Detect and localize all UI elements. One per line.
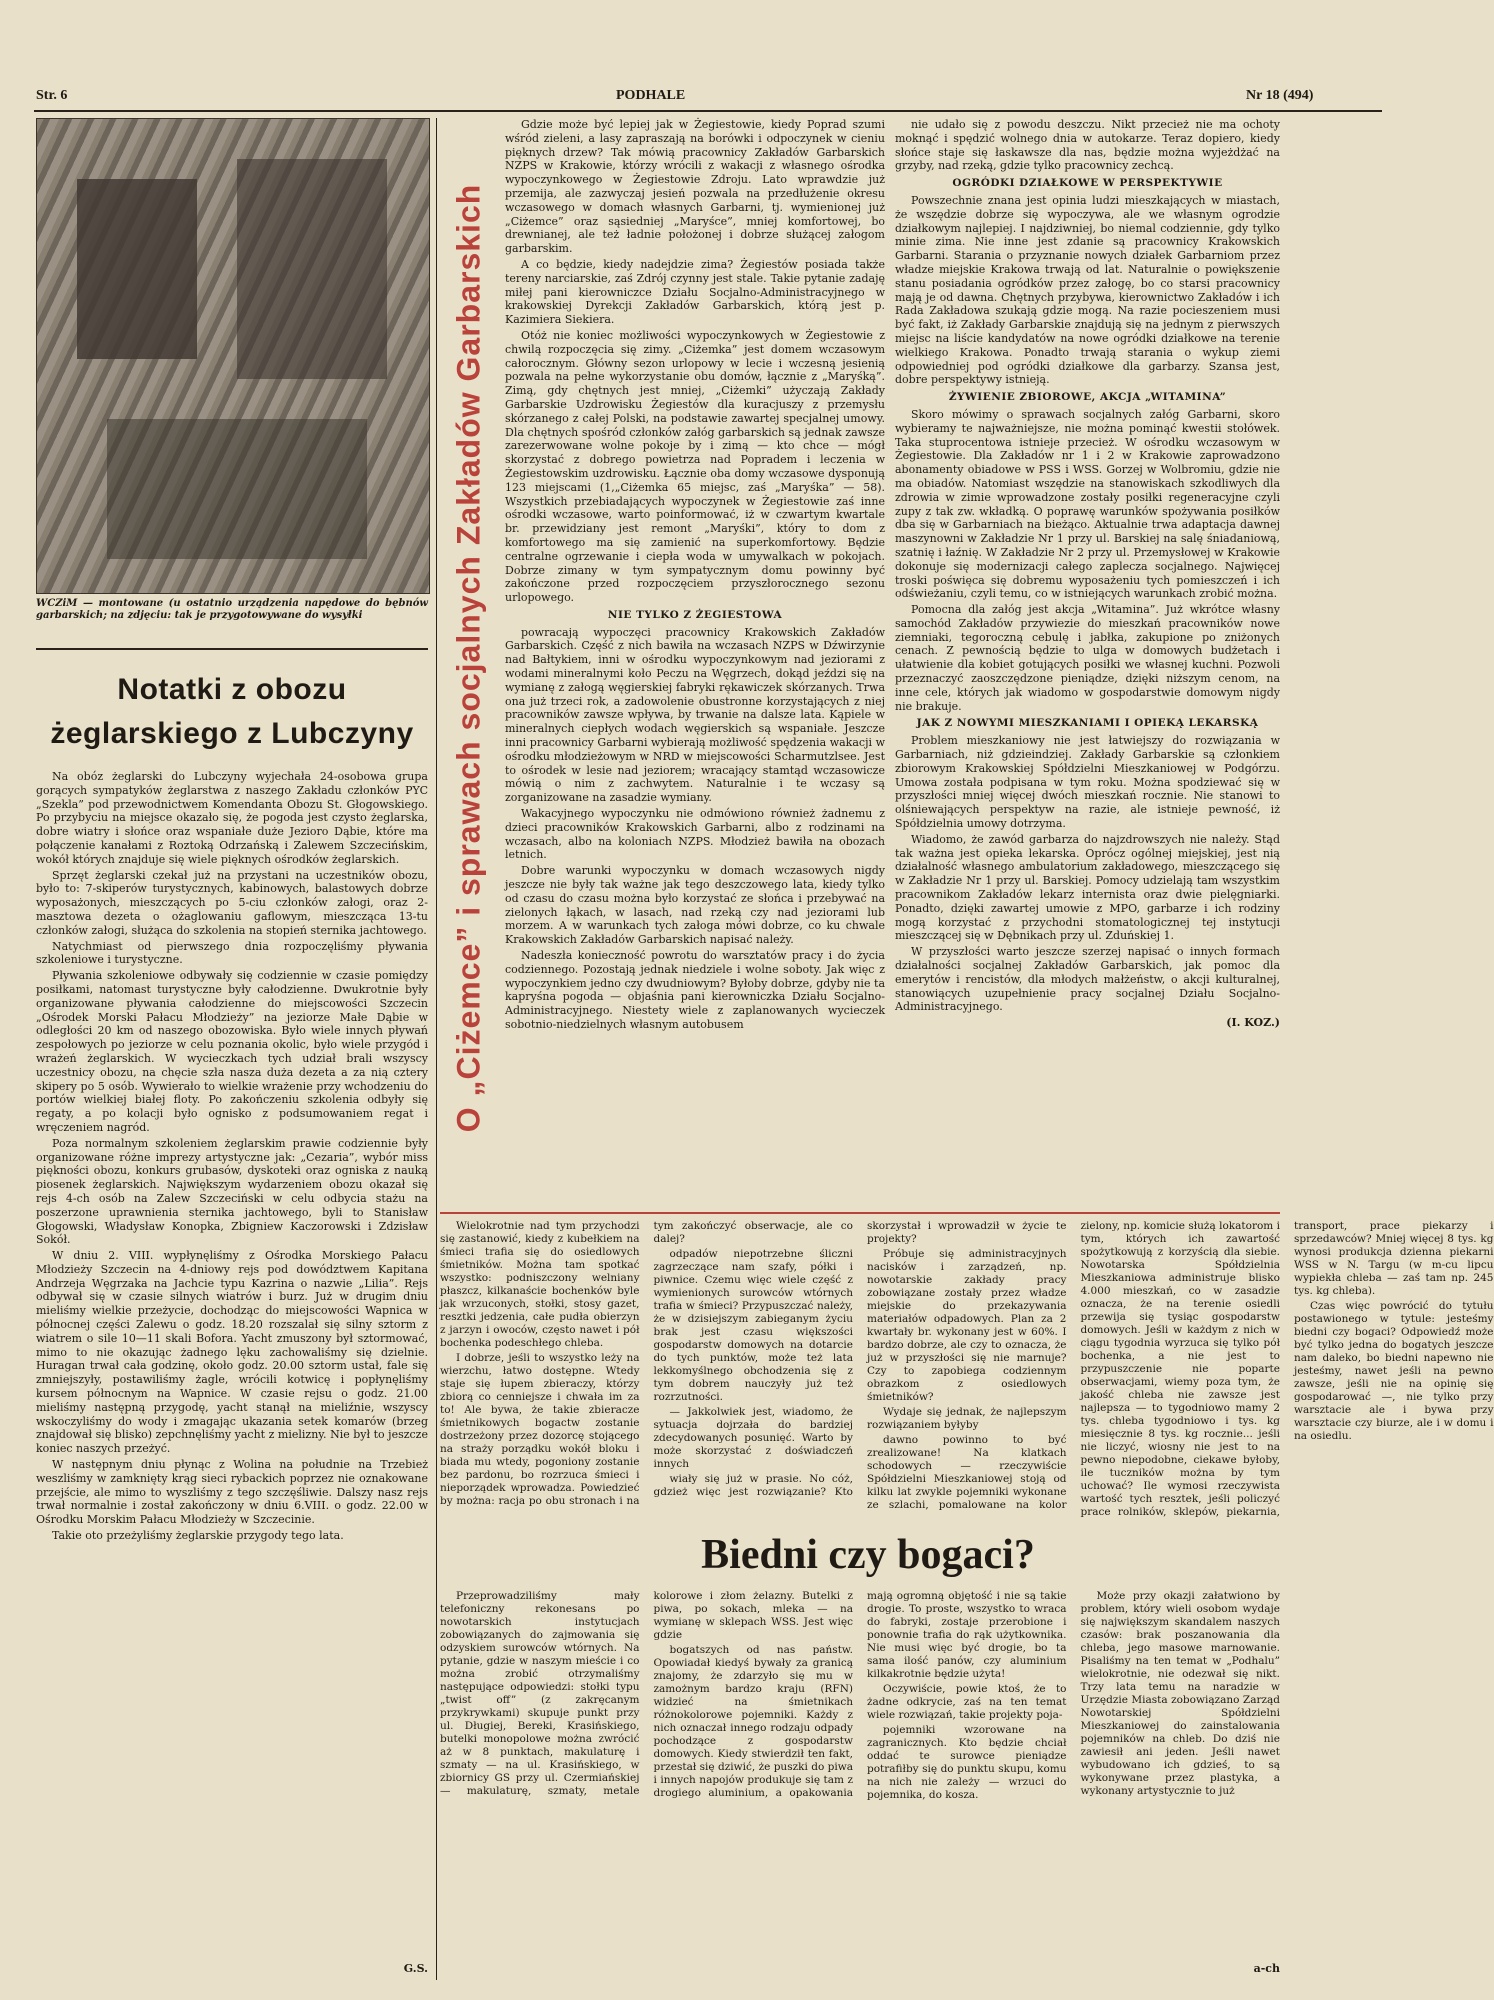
paragraph: Problem mieszkaniowy nie jest łatwiejszy do rozwiązania w Garbarniach, niż gdzieindziej. Zakłady Garbarskie są członkiem zbiorowym Krakowskiej Spółdzielni Mieszkaniowej w Podgórzu. Umowa została podpisana w tym roku. Można spodziewać się w przyszłości mniej więcej dwóch mieszkań rocznie. Nie stanowi to olśniewających perspektyw na razie, ale istnieje pewność, iż Spółdzielnia umowy dotrzyma. [895,734,1280,831]
paragraph: Wydaje się jednak, że najlepszym rozwiązaniem byłyby [867,1406,1067,1431]
paragraph: Przeprowadziliśmy mały telefoniczny rekonesans po nowotarskich instytucjach zobowiązanych do zajmowania się odzyskiem surowców wtórnych. Na pytanie, gdzie w naszym mieście i co można zrobić otrzymaliśmy następujące odpowiedzi: stołki typu „twist off” (z zakręcanym przykrywkami) skupuje punkt przy ul. Długiej, Bereki, Krasińskiego, butelki monopolowe można zwrócić aż w 8 punktach, makulaturę i szmaty — na ul. Krasińskiego, w zbiornicy GS przy ul. Czermiańskiej — makulaturę, szmaty, metale kolorowe i złom żelazny. Butelki z piwa, po sokach, mleka — na wymianę w sklepach WSS. Jest więc gdzie [440,1590,853,1797]
page-header [36,88,1376,108]
notatki-body [36,770,428,1545]
paragraph: Skoro mówimy o sprawach socjalnych załóg Garbarni, skoro wybieramy te najważniejsze, nie można pominąć kwestii stołówek. Taka stuprocentowa istnieje przecież. W ośrodku wczasowym w Żegiestowie. Dla Zakładów nr 1 i 2 w Krakowie zaprowadzono abonamenty obiadowe w PSS i WSS. Gorzej w Wolbromiu, gdzie nie ma obiadów. Natomiast wszędzie na stanowiskach szkodliwych dla zdrowia w zimie wprowadzone zostały posiłki regeneracyjne czyli zupy z tak zw. wkładką. O poprawę warunków spożywania posiłków dba się w Garbarniach na bieżąco. Aktualnie trwa adaptacja dawnej maszynowni w Zakładzie Nr 1 przy ul. Barskiej na salę śniadaniową, szatnię i łaźnię. W Zakładzie Nr 2 przy ul. Przemysłowej w Krakowie dokonuje się modernizacji całego zaplecza socjalnego. Najwięcej troski poświęca się dobremu wyposażeniu tych pomieszczeń i ich odświeżaniu, czyli temu, co w istniejących warunkach zrobić można. [895,407,1280,601]
paragraph: Wakacyjnego wypoczynku nie odmówiono również żadnemu z dzieci pracowników Krakowskich Garbarni, albo z rodzinami na wczasach, albo na koloniach NZPS. Młodzież bawiła na obozach letnich. [505,807,885,862]
biedni-bottom-columns [440,1590,1280,1960]
vertical-headline [442,118,496,1198]
paragraph: Oczywiście, powie ktoś, że to żadne odkrycie, zaś na ten temat wiele rozwiązań, takie projekty poja- [867,1683,1067,1721]
notatki-byline: G.S. [403,1962,428,1975]
paragraph: odpadów niepotrzebne śliczni zagrzeczące nam szafy, półki i piwnice. Czemu więc wiele część z wymienionych surowców wtórnych trafia w śmieci? Przypuszczać należy, że w dzisiejszym zabieganym życiu brak jest czasu większości gospodarstw domowych na dotarcie do tych punktów, może też lata lekkomyślnego obchodzenia się z tym dobrem nauczyły już też rozrzutności. [653,1248,853,1403]
paragraph: W następnym dniu płynąc z Wolina na południe na Trzebież weszliśmy w zamknięty krąg sieci rybackich poprzez nie oznakowane przejście, ale mimo to wyszliśmy z tego szczęśliwie. Dalszy nasz rejs trwał normalnie i został zakończony w dniu 6.VIII. o godz. 22.00 w Ośrodku Morskim Pałacu Młodzieży w Szczecinie. [36,1458,428,1527]
paragraph: pojemniki wzorowane na zagranicznych. Kto będzie chciał oddać te surowce pieniądze potrafiłby się do punktu skupu, komu na nich nie zależy — wrzuci do pojemnika, do kosza. [867,1724,1067,1801]
paper-name: PODHALE [616,88,686,103]
subheading: ŻYWIENIE ZBIOROWE, AKCJA „WITAMINA” [948,391,1227,404]
paragraph: Pływania szkoleniowe odbywały się codziennie w czasie pomiędzy posiłkami, natomast turystyczne były całodzienne. Dwukrotnie były organizowane pływania całodzienne do miejscowości Szczecin „Ośrodek Morski Pałacu Młodzieży” na jeziorze Małe Dąbie w odległości 20 km od naszego obozowiska. Było wiele innych pływań zespołowych po jeziorze w celu poznania okolic, było wiele przygód i wrażeń żeglarskich. W wycieczkach tych udział brali wszyscy uczestnicy obozu, na chęcie szła nasza duża dezeta a za nią cztery skipery po 5 osób. Wywierało to wielkie wrażenie przy wchodzeniu do portów wielkiej białej floty. Po zakończeniu szkolenia odbyły się regaty, a po kolacji było ognisko z podsumowaniem regat i wręczeniem nagród. [36,969,428,1134]
paragraph: Gdzie może być lepiej jak w Żegiestowie, kiedy Poprad szumi wśród zieleni, a lasy zapraszają na borówki i odpoczynek w cieniu pięknych drzew? Tak mówią pracownicy Zakładów Garbarskich NZPS w Krakowie, którzy wrócili z wakacji z własnego ośrodka wypoczynkowego w Żegiestowie Zdroju. Lato wprawdzie już przemija, ale zazwyczaj jesień pozwala na przedłużenie okresu wczasowego w domach własnych Garbarni, tj. wymienionej już „Ciżemce” oraz sąsiedniej „Maryśce”, mniej komfortowej, bo drewnianej, ale też ładnie położonej i dobrze służącej załogom garbarskim. [505,118,885,256]
factory-photo [36,118,430,594]
paragraph: Na obóz żeglarski do Lubczyny wyjechała 24-osobowa grupa gorących sympatyków żeglarstwa z naszego Zakładu członków PYC „Szekla” pod przewodnictwem Komendanta Obozu St. Głogowskiego. Po przybyciu na miejsce okazało się, że pogoda jest czysto żeglarska, dobre wiatry i słońce oraz wspaniałe duże Jezioro Dąbie, które ma połączenie kanałami z Roztoką Odrzańską i Zalewem Szczecińskim, wokół których znajduje się wiele pięknych ośrodków żeglarskich. [36,770,428,866]
paragraph: Wielokrotnie nad tym przychodzi się zastanowić, kiedy z kubełkiem na śmieci trafia się do osiedlowych śmietników. Można tam spotkać wszystko: podniszczony welniany płaszcz, kilkanaście bochenków byle jak wrzuconych, stołki, stosy gazet, resztki jedzenia, całe pudła obierzyn z jarzyn i owoców, często nawet i pół bochenka podeschłego chleba. [440,1220,640,1349]
paragraph: Sprzęt żeglarski czekał już na przystani na uczestników obozu, było to: 7-skiperów turystycznych, kabinowych, balastowych dobrze wyposażonych, mieszczących po 5-ciu członków załogi, oraz 2-masztowa dezeta o ożaglowaniu gaflowym, mieszcząca 13-tu członków załogi, służąca do szkolenia na stopień sternika jachtowego. [36,868,428,937]
paragraph: Nadeszła konieczność powrotu do warsztatów pracy i do życia codziennego. Pozostają jednak niedziele i wolne soboty. Jak więc z wypoczynkiem jedno czy dwudniowym? Byłoby dobrze, gdyby nie ta kapryśna pogoda — objaśnia pani kierowniczka Działu Socjalno-Administracyjnego. Niestety wiele z zaplanowanych wycieczek sobotnio-niedzielnych własnym autobusem [505,949,885,1031]
cizemka-column-mid [505,118,885,1034]
biedni-title: Biedni czy bogaci? [701,1532,1035,1578]
paragraph: Wiadomo, że zawód garbarza do najzdrowszych nie należy. Stąd tak ważna jest opieka lekarska. Oprócz ogólnej miejskiej, jest nią działalność własnego ambulatorium zakładowego, mieszczącego się w Zakładzie Nr 1 przy ul. Barskiej. Pomocy udzielają tam wszystkim pracownikom Zakładów lekarz internista oraz dwie pielęgniarki. Ponadto, dzięki zawartej umowie z MPO, garbarze i ich rodziny mogą korzystać z przychodni stomatologicznej tej instytucji mieszczącej się w Dębnikach przy ul. Zduńskiej 1. [895,832,1280,943]
paragraph: Pomocna dla załóg jest akcja „Witamina”. Już wkrótce własny samochód Zakładów przywiezie do mieszkań pracowników nowe ziemniaki, tegoroczną cebulę i jabłka, zakupione po zniżonych cenach. Z pewnością będzie to ulga w domowych budżetach i ułatwienie dla kobiet gotujących posiłki we własnej kuchni. Pozwoli przeznaczyć zaoszczędzone pieniądze, dzięki niższym cenom, na inne cele, których jak wiadomo w gospodarstwie domowym nigdy nie brakuje. [895,603,1280,713]
column-rule [436,118,437,1980]
vertical-headline-text: O „Ciżemce” i sprawach socjalnych Zakładów Garbarskich [450,183,487,1133]
paragraph: — Jakkolwiek jest, wiadomo, że sytuacja dojrzała do bardziej zdecydowanych posunięć. Warto by może skorzystać z doświadczeń innych [653,1406,853,1470]
biedni-top-columns [440,1220,1494,1520]
caption-rule [36,648,428,650]
paragraph: wiały się już w prasie. No cóż, gdzież więc jest rozwiązanie? Kto skorzystał i wprowadził w życie te projekty? [653,1220,1067,1498]
paragraph: Próbuje się administracyjnych nacisków i zarządzeń, np. nowotarskie zakłady pracy zobowiązane zostały przez władze miejskie do przekazywania materiałów odpadowych. Plan za 2 kwartały br. wykonany jest w 60%. I bardzo dobrze, ale czy to oznacza, że już w przyszłości się nie marnuje? Czy to zapobiega codziennym obrazkom z osiedlowych śmietników? [867,1248,1067,1403]
header-rule [34,110,1382,112]
paragraph: I dobrze, jeśli to wszystko leży na wierzchu, łatwo dostępne. Wtedy staje się łupem zbieraczy, którzy zbiorą co cenniejsze i chwała im za to! Ale bywa, że takie zbieracze śmietnikowych bogactw zostanie dostrzeżony przez dozorcę stojącego na straży porządku wokół bloku i biada mu wtedy, pogoniony zostanie bez pardonu, bo rozrzuca śmieci i nieporządek wprowadza. Powiedzieć by można: racja po obu stronach i na tym zakończyć obserwacje, ale co dalej? [440,1220,853,1507]
cizemka-byline: (I. KOZ.) [1226,1016,1280,1030]
section-rule [440,1212,1280,1214]
paragraph: Natychmiast od pierwszego dnia rozpoczęliśmy pływania szkoleniowe i turystyczne. [36,939,428,967]
cizemka-column-right [895,118,1280,1032]
paragraph: Dobre warunki wypoczynku w domach wczasowych nigdy jeszcze nie były tak ważne jak tego deszczowego lata, kiedy tylko od czasu do czasu można było korzystać ze słońca i przebywać na zielonych łąkach, w lasach, nad rzeką czy nad jeziorami lub morzem. A w warunkach tych załoga mówi dobrze, co ku chwale Krakowskich Zakładów Garbarskich napisać należy. [505,864,885,947]
page-number: Str. 6 [36,88,68,103]
paragraph: Takie oto przeżyliśmy żeglarskie przygody tego lata. [52,1529,344,1543]
subheading: OGRÓDKI DZIAŁKOWE W PERSPEKTYWIE [952,177,1223,190]
paragraph: W przyszłości warto jeszcze szerzej napisać o innych formach działalności socjalnej Zakładów Garbarskich, jak pomoc dla emerytów i rencistów, dla młodych małżeństw, o akcji kulturalnej, stanowiących uzupełnienie pracy socjalnej Działu Socjalno-Administracyjnego. [895,945,1280,1014]
issue-number: Nr 18 (494) [1246,88,1314,103]
paragraph: Otóż nie koniec możliwości wypoczynkowych w Żegiestowie z chwilą rozpoczęcia się zimy. „Ciżemka” jest domem wczasowym całorocznym. Główny sezon urlopowy w lecie i wczesną jesienią pozwala na pełne wykorzystanie obu domów, łącznie z „Maryśką”. Zimą, gdy chętnych jest mniej, „Ciżemki” użyczają Zakłady Garbarskie Uzdrowisku Żegiestów dla kuracjuszy z przemysłu skórzanego z całej Polski, na podstawie zawartej specjalnej umowy. Dla chętnych spośród członków załóg garbarskich są jednak zawsze zarezerwowane wolne pokoje by i zimą — kto chce — mógł skorzystać z dobrego powietrza nad Popradem i leczenia w Żegiestowskim uzdrowisku. Łącznie oba domy wczasowe dysponują 123 miejscami (1,„Ciżemka 65 miejsc, zaś „Maryśka” — 58). Wszystkich przebiadających wypoczynek w Żegiestowie zaś inne ośrodki wczasowe, warto poinformować, iż w czwartym kwartale br. przewidziany jest remont „Maryśki”, który to dom z komfortowego ma się zamienić na superkomfortowy. Będzie centralne ogrzewanie i ciepła woda w umywalkach w pokojach. Dobrze zimany w tym sympatycznym domu powinny być zakończone przed rozpoczęciem przyszłorocznego sezonu urlopowego. [505,328,885,605]
subheading: NIE TYLKO Z ŻEGIESTOWA [607,608,783,621]
paragraph: Poza normalnym szkoleniem żeglarskim prawie codziennie były organizowane różne imprezy artystyczne jak: „Cezaria”, wybór miss piękności obozu, konkurs grubasów, dyskoteki oraz ogniska z nauką piosenek żeglarskich. Największym wydarzeniem obozu okazał się rejs 4-ch osób na Zalew Szczeciński w celu odbycia stażu na poszerzone uprawnienia sternika jachtowego, byli to Stanisław Głogowski, Władysław Konopka, Zbigniew Kaczorowski i Zdzisław Sokół. [36,1136,428,1247]
subheading: JAK Z NOWYMI MIESZKANIAMI I OPIEKĄ LEKARSKĄ [916,717,1259,730]
paragraph: Powszechnie znana jest opinia ludzi mieszkających w miastach, że wszędzie dobrze się wypoczywa, ale we własnym ogrodzie działkowym najlepiej. I najdziwniej, bo niemal codziennie, gdy tylko minie zima. Nie inne jest zdanie są pracownicy Krakowskich Garbarni. Starania o przyznanie nowych działek Garbarniom przez władze miejskie Krakowa trwają od lat. Naturalnie o powiększenie stanu posiadania ogródków przez załogę, bo co starsi pracownicy mają je od dawna. Chętnych przybywa, kierownictwo Zakładów i ich Rada Zakładowa szukają gdzie mogą. Na razie pocieszeniem musi być fakt, iż Zakłady Garbarskie znajdują się na jednym z pierwszych miejsc na liście kandydatów na nowe ogródki działkowe na terenie wielkiego Krakowa. Ponadto trwają starania o wykup ziemi odpowiedniej pod ogródki działkowe dla garbarzy. Szansa jest, dobre perspektywy istnieją. [895,193,1280,387]
paragraph: W dniu 2. VIII. wypłynęliśmy z Ośrodka Morskiego Pałacu Młodzieży Szczecin na 4-dniowy rejs pod dowództwem Kapitana Andrzeja Węgrzaka na Jachcie typu Kazrina o nazwie „Lilia”. Rejs odbywał się w czasie silnych wiatrów i burz. Już w drugim dniu mieliśmy wielkie przeżycie, dochodząc do miejscowości Wapnica w północnej części Zalewu o godz. 18.20 rozszalał się silny sztorm z wiatrem o sile 10—11 skali Bofora. Yacht zmuszony był sztormować, mimo to nie okazując żadnego lęku zachowaliśmy się dzielnie. Huragan trwał cała godzinę, około godz. 20.00 sztorm ustał, fale się zmniejszyły, postawiliśmy żagle, wrócili kotwicę i popłynęliśmy kursem północnym na Wapnice. W czasie rejsu o godz. 21.00 mieliśmy następną przygodę, yacht stanął na mieliźnie, wszyscy wskoczyliśmy do wody i zmagając ukazania setek komarów (brzeg znajdował się blisko) zepchnęliśmy yacht z mielizny. Nie był to jeszcze koniec naszych przeżyć. [36,1249,428,1456]
paragraph: nie udało się z powodu deszczu. Nikt przecież nie ma ochoty moknąć i spędzić wolnego dnia w autokarze. Teraz dopiero, kiedy słońce staje się łaskawsze dla nas, będzie można wyjeżdżać na grzyby, nad rzeką, gdzie tylko pracownicy zechcą. [895,118,1280,173]
paragraph: dawno powinno to być zrealizowane! Na klatkach schodowych — rzeczywiście Spółdzielni Mieszkaniowej stoją od kilku lat zwykle pojemniki wykonane ze szlachi, pomalowane na kolor zielony, np. komicie służą lokatorom i tym, których ich zawartość spożytkowują z korzyścią dla siebie. Nowotarska Spółdzielnia Mieszkaniowa administruje blisko 4.000 mieszkań, co w zasadzie oznacza, że na terenie osiedli przewija się tysiąc gospodarstw domowych. Jeśli w każdym z nich w ciągu tygodnia wyrzuca się tylko pół bochenka, a nie jest to przypuszczenie nie poparte obserwacjami, wiemy poza tym, że jakość chleba nie zawsze jest najlepsza — to tygodniowo mamy 2 tys. chleba tygodniowo i tys. kg miesięcznie 8 tys. kg rocznie... jeśli nie liczyć, wiosny nie jest to na pewno niepodobne, ciekawe byłoby, ile tuczników można by tym uchować? Ile wymosi rzeczywista wartość tych resztek, jeśli policzyć prace rolników, sklepów, piekarnia, transport, prace piekarzy i sprzedawców? Mniej więcej 8 tys. kg wynosi produkcja dzienna piekarni WSS w N. Targu (w m-cu lipcu wypiekła chleba — zaś tam np. 245 tys. kg chleba). [867,1220,1494,1518]
notatki-title: Notatki z obozu żeglarskiego z Lubczyny [50,673,414,750]
photo-caption: WCZiM — montowane (u ostatnio urządzenia napędowe do bębnów garbarskich; na zdjęciu: tak je przygotowywane do wysyłki [36,598,428,621]
paragraph: A co będzie, kiedy nadejdzie zima? Żegiestów posiada także tereny narciarskie, zaś Zdrój czynny jest stale. Takie pytanie zadaję miłej pani kierowniczce Działu Socjalno-Administracyjnego w krakowskiej Dyrekcji Zakładów Garbarskich, którą jest p. Kazimiera Siekiera. [505,257,885,327]
paragraph: powracają wypoczęci pracownicy Krakowskich Zakładów Garbarskich. Część z nich bawiła na wczasach NZPS w Dźwirzynie nad Bałtykiem, inni w ośrodku wypoczynkowym nad jeziorami z wodami mineralnymi koło Peczu na Węgrzech, dokąd jeździ się na wymianę z załogą węgierskiej fabryki rękawiczek skórzanych. Trwa ona już trzeci rok, a zadowolenie obustronne korzystających z niej pracowników zawsze wpływa, by trwanie na dalsze lata. Kąpiele w mineralnych ciepłych wodach węgierskich są wspaniałe. Jeszcze inni pracownicy Garbarni wybierają możliwość spędzenia wakacji w ośrodku młodzieżowym w NRD w miejscowości Scharmutzlsee. Jest to ośrodek w lesie nad jeziorem; wracający stamtąd wczasowicze mówią o nim z zachwytem. Naturalnie i te wczasy są zorganizowane na zasadzie wymiany. [505,625,885,805]
biedni-byline: a-ch [1253,1962,1280,1975]
paragraph: Może przy okazji załatwiono by problem, który wieli osobom wydaje się największym skandalem naszych czasów: brak poszanowania dla chleba, jego masowe marnowanie. Pisaliśmy na ten temat w „Podhalu” wielokrotnie, nie odezwał się nikt. Trzy lata temu na naradzie w Urzędzie Miasta zobowiązano Zarząd Nowotarskiej Spółdzielni Mieszkaniowej do zainstalowania pojemników na chleb. Do dziś nie zawiesił ani jeden. Jeśli nawet wybudowano ich gdzieś, to są wykonywane przez plastyka, a wykonany artystycznie to już [1080,1590,1280,1797]
paragraph: Czas więc powrócić do tytułu postawionego w tytule: jesteśmy biedni czy bogaci? Odpowiedź może być tylko jedna do bogatych jeszcze nam daleko, bo biedni napewno nie jesteśmy, nawet jeśli na pewno zawsze, jeśli nie na opinię się gospodarować —, nie tylko przy warsztacie ale i bywa przy warsztacie czy biurze, ale i w domu i na osiedlu. [1294,1300,1494,1442]
paragraph: bogatszych od nas państw. Opowiadał kiedyś bywały za granicą znajomy, że zdarzyło się mu w zamożnym bardzo kraju (RFN) widzieć na śmietnikach różnokolorowe pojemniki. Każdy z nich oznaczał innego rodzaju odpady pochodzące z gospodarstw domowych. Kiedy stwierdził ten fakt, przestał się dziwić, że puszki do piwa i innych napojów produkuje się tam z drogiego aluminium, a opakowania mają ogromną objętość i nie są takie drogie. To proste, wszystko to wraca do fabryki, zostaje przerobione i ponownie trafia do rąk użytkownika. Nie musi więc być drogie, bo ta sama ilość panów, czy aluminium kilkakrotnie będzie użyta! [653,1590,1067,1799]
